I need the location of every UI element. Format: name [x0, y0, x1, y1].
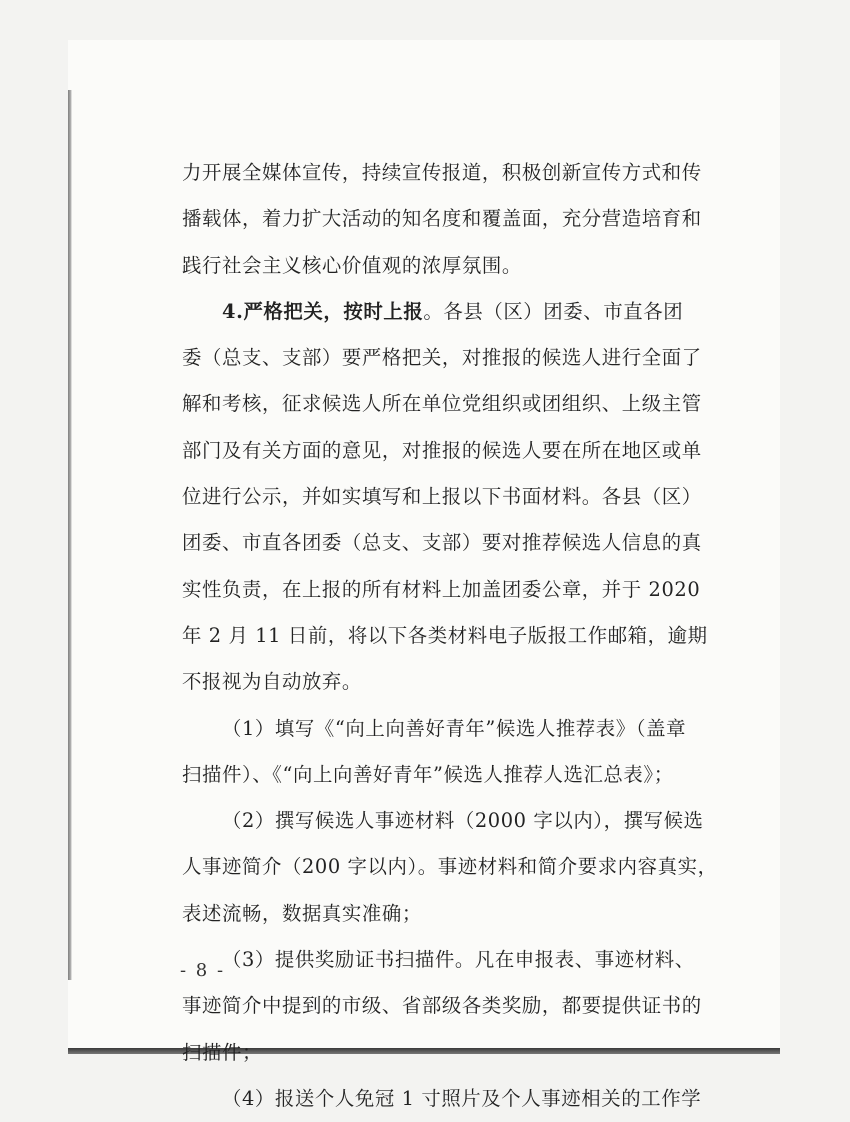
text-line: 位进行公示，并如实填写和上报以下书面材料。各县（区） [182, 485, 702, 509]
section-4-heading: 4.严格把关，按时上报 [222, 299, 424, 323]
page-number: - 8 - [180, 960, 226, 981]
text-line: 团委、市直各团委（总支、支部）要对推荐候选人信息的真 [182, 531, 702, 555]
text-line: 扫描件）、《“向上向善好青年”候选人推荐人选汇总表》； [182, 762, 674, 786]
text-line: 解和考核，征求候选人所在单位党组织或团组织、上级主管 [182, 392, 702, 416]
text-line: 播载体，着力扩大活动的知名度和覆盖面，充分营造培育和 [182, 207, 702, 231]
section-4-line [182, 289, 702, 335]
text-line: 实性负责，在上报的所有材料上加盖团委公章，并于 2020 [182, 577, 701, 601]
text-line: 年 2 月 11 日前，将以下各类材料电子版报工作邮箱，逾期 [182, 623, 708, 647]
text-line: 部门及有关方面的意见，对推报的候选人要在所在地区或单 [182, 438, 702, 462]
text-line: 不报视为自动放弃。 [182, 670, 362, 694]
body-text [182, 150, 718, 1122]
text-line: 扫描件； [182, 1040, 262, 1064]
list-item-4: （4）报送个人免冠 1 寸照片及个人事迹相关的工作学 [222, 1086, 702, 1110]
text-line: 委（总支、支部）要严格把关，对推报的候选人进行全面了 [182, 346, 702, 370]
list-item-2: （2）撰写候选人事迹材料（2000 字以内），撰写候选 [222, 809, 704, 833]
scan-left-edge [68, 90, 72, 980]
text-line: 人事迹简介（200 字以内）。事迹材料和简介要求内容真实， [182, 855, 718, 879]
list-item-1: （1）填写《“向上向善好青年”候选人推荐表》（盖章 [222, 716, 687, 740]
text-line: 力开展全媒体宣传，持续宣传报道，积极创新宣传方式和传 [182, 161, 702, 184]
list-item-3: （3）提供奖励证书扫描件。凡在申报表、事迹材料、 [222, 948, 695, 972]
text-line: 事迹简介中提到的市级、省部级各类奖励，都要提供证书的 [182, 994, 702, 1018]
text-line: 践行社会主义核心价值观的浓厚氛围。 [182, 253, 522, 277]
text-line: 表述流畅，数据真实准确； [182, 901, 422, 925]
section-4-lead: 。各县（区）团委、市直各团 [423, 299, 684, 323]
